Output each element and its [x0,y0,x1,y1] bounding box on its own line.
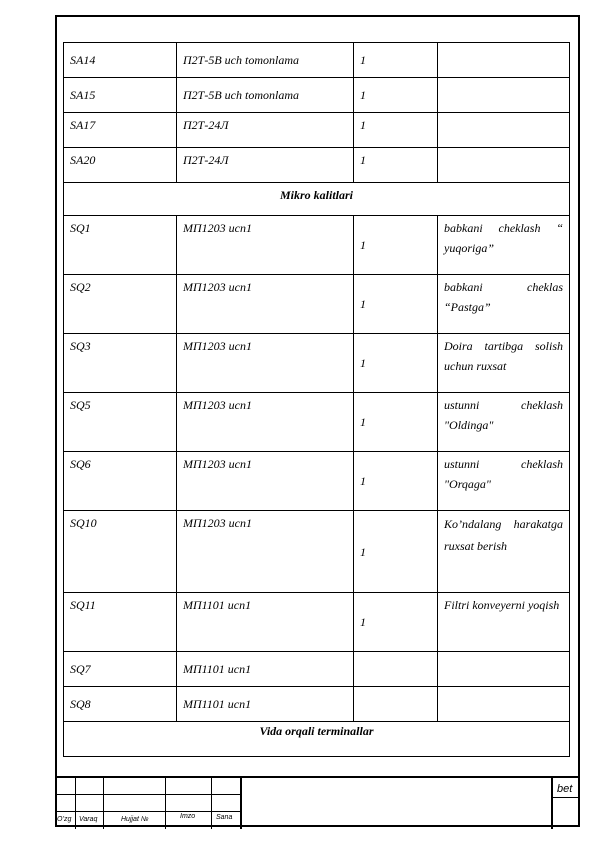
table-row [64,78,570,113]
table-row [64,687,570,722]
table-row [64,593,570,652]
type-cell: МП1203 исп1 [177,511,354,593]
note-cell [438,687,570,722]
section-heading-micro: Mikro kalitlari [64,183,570,216]
designation-cell: SQ7 [64,652,177,687]
type-cell: МП1203 исп1 [177,334,354,393]
sana-label: Sana [216,814,233,821]
type-cell: МП1203 исп1 [177,452,354,511]
type-cell: МП1101 исп1 [177,593,354,652]
table-row [64,275,570,334]
note-cell: Ko’ndalang harakatga ruxsat berish [438,511,570,593]
designation-cell: SA20 [64,148,177,183]
note-cell: Doira tartibga solish uchun ruxsat [438,334,570,393]
section-heading-terminals: Vida orqali terminallar [64,722,570,757]
qty-cell: 1 [354,593,438,652]
type-cell: МП1203 исп1 [177,216,354,275]
qty-cell: 1 [354,43,438,78]
note-cell: ustunni cheklash "Oldinga" [438,393,570,452]
type-cell: П2Т-5В uch tomonlama [177,43,354,78]
qty-cell: 1 [354,148,438,183]
varaq-label: Varaq [79,816,98,823]
note-cell: Filtri konveyerni yoqish [438,593,570,652]
table-row [64,43,570,78]
table-row [64,148,570,183]
qty-cell: 1 [354,393,438,452]
qty-cell: 1 [354,216,438,275]
qty-cell: 1 [354,452,438,511]
note-cell: ustunni cheklash "Orqaga" [438,452,570,511]
table-row [64,452,570,511]
designation-cell: SQ3 [64,334,177,393]
designation-cell: SQ8 [64,687,177,722]
table-row [64,113,570,148]
type-cell: П2Т-24Л [177,113,354,148]
type-cell: П2Т-24Л [177,148,354,183]
ozg-label: O’zg [57,816,72,823]
type-cell: МП1203 исп1 [177,275,354,334]
spec-table [63,42,570,757]
qty-cell: 1 [354,113,438,148]
type-cell: МП1101 исп1 [177,652,354,687]
qty-cell: 1 [354,78,438,113]
designation-cell: SQ6 [64,452,177,511]
designation-cell: SA15 [64,78,177,113]
hujjat-label: Hujjat № [121,816,149,823]
note-cell [438,78,570,113]
qty-cell [354,687,438,722]
designation-cell: SA17 [64,113,177,148]
designation-cell: SQ11 [64,593,177,652]
bet-label: bet [557,783,573,795]
note-cell: babkani cheklas “Pastga” [438,275,570,334]
imzo-label: Imzo [180,813,196,820]
note-cell [438,652,570,687]
table-row [64,334,570,393]
qty-cell: 1 [354,275,438,334]
table-row [64,216,570,275]
type-cell: МП1203 исп1 [177,393,354,452]
note-cell [438,43,570,78]
designation-cell: SQ1 [64,216,177,275]
designation-cell: SQ2 [64,275,177,334]
section-row [64,183,570,216]
title-block [55,776,580,829]
note-cell [438,148,570,183]
qty-cell [354,652,438,687]
type-cell: П2Т-5В uch tomonlama [177,78,354,113]
section-row [64,722,570,757]
table-row [64,511,570,593]
designation-cell: SQ10 [64,511,177,593]
note-cell [438,113,570,148]
designation-cell: SQ5 [64,393,177,452]
qty-cell: 1 [354,511,438,593]
designation-cell: SA14 [64,43,177,78]
table-row [64,393,570,452]
note-cell: babkani cheklash “ yuqoriga” [438,216,570,275]
table-row [64,652,570,687]
qty-cell: 1 [354,334,438,393]
type-cell: МП1101 исп1 [177,687,354,722]
